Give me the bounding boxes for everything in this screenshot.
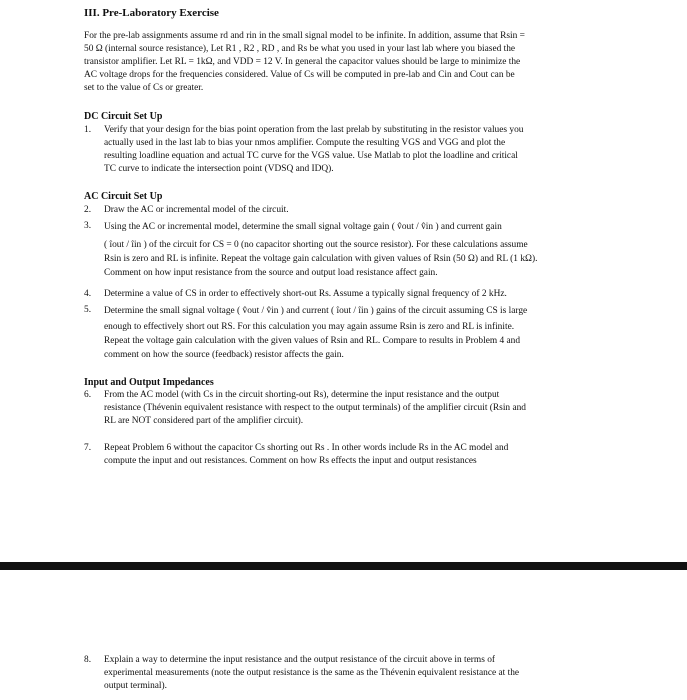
problem-number: 2.: [84, 205, 92, 215]
intro-line: set to the value of Cs or greater.: [84, 82, 204, 93]
problem-line: Determine a value of CS in order to effectively short-out Rs. Assume a typically signal frequency of 2 kHz.: [104, 289, 507, 299]
problem-line: Repeat the voltage gain calculation with the given values of Rsin and RL. Compare to results in Problem 4 and: [104, 336, 521, 346]
intro-line: AC voltage drops for the frequencies considered. Value of Cs will be computed in pre-lab and Cin and Cout can be: [84, 69, 515, 80]
problem-line: Verify that your design for the bias point operation from the last prelab by substituting in the resistor values you: [104, 125, 524, 135]
problem-line: enough to effectively short out RS. For this calculation you may again assume Rsin is zero and RL is infinite.: [104, 322, 515, 332]
problem-number: 5.: [84, 305, 92, 315]
document-page-2: [0, 570, 687, 700]
problem-line: From the AC model (with Cs in the circuit shorting-out Rs), determine the input resistance and the output: [104, 390, 500, 400]
dc-setup-heading: DC Circuit Set Up: [84, 111, 163, 122]
problem-line: Explain a way to determine the input resistance and the output resistance of the circuit above in terms of: [104, 655, 496, 665]
page-separator: [0, 562, 687, 570]
problem-line: RL are NOT considered part of the amplifier circuit).: [104, 415, 304, 426]
problem-line: resulting loadline equation and actual TC curve for the VGS value. Use Matlab to plot the loadline and critical: [104, 150, 518, 161]
problem-line: experimental measurements (note the output resistance is the same as the Thévenin equivalent resistance at the: [104, 667, 520, 678]
problem-number: 7.: [84, 443, 92, 453]
intro-paragraph: [84, 30, 525, 95]
problem-number: 8.: [84, 655, 92, 665]
section-title: III. Pre-Laboratory Exercise: [84, 7, 219, 19]
problem-line: comment on how the source (feedback) resistor affects the gain.: [104, 350, 344, 360]
problem-line: Using the AC or incremental model, determine the small signal voltage gain ( v̂out / v̂in ) and current gain: [104, 222, 502, 232]
problem-number: 3.: [84, 221, 92, 231]
problem-line: Comment on how input resistance from the source and output load resistance affect gain.: [104, 268, 438, 278]
problem-line: TC curve to indicate the intersection point (VDSQ and IDQ).: [104, 163, 334, 174]
problem-line: Rsin is zero and RL is infinite. Repeat the voltage gain calculation with given values of Rsin (50 Ω) and RL (1 kΩ).: [104, 254, 538, 264]
ac-setup-heading: AC Circuit Set Up: [84, 191, 163, 202]
problem-line: actually used in the last lab to bias your nmos amplifier. Compute the resulting VGS and VGG and plot the: [104, 137, 506, 148]
io-impedances-heading: Input and Output Impedances: [84, 377, 214, 388]
problem-line: compute the input and out resistances. Comment on how Rs effects the input and output resistances: [104, 455, 477, 466]
problem-number: 6.: [84, 390, 92, 400]
problem-line: Draw the AC or incremental model of the circuit.: [104, 205, 289, 215]
problem-line: Repeat Problem 6 without the capacitor Cs shorting out Rs . In other words include Rs in the AC model and: [104, 443, 509, 453]
problem-line: resistance (Thévenin equivalent resistance with respect to the output terminals) of the amplifier circuit (Rsin and: [104, 402, 526, 413]
intro-line: 50 Ω (internal source resistance), Let R1 , R2 , RD , and Rs be what you used in your last lab where you biased the: [84, 43, 516, 54]
problem-line: Determine the small signal voltage ( v̂out / v̂in ) and current ( îout / îin ) gains of the circuit assuming CS is large: [104, 306, 528, 316]
problem-number: 4.: [84, 289, 92, 299]
problem-line: ( îout / îin ) of the circuit for CS = 0 (no capacitor shorting out the source resistor). For these calculations assume: [104, 240, 528, 250]
intro-line: transistor amplifier. Let RL = 1kΩ, and VDD = 12 V. In general the capacitor values should be large to minimize the: [84, 56, 521, 67]
problem-line: output terminal).: [104, 680, 168, 691]
intro-line: For the pre-lab assignments assume rd and rin in the small signal model to be infinite. In addition, assume that Rsin =: [84, 31, 525, 41]
problem-number: 1.: [84, 125, 92, 135]
